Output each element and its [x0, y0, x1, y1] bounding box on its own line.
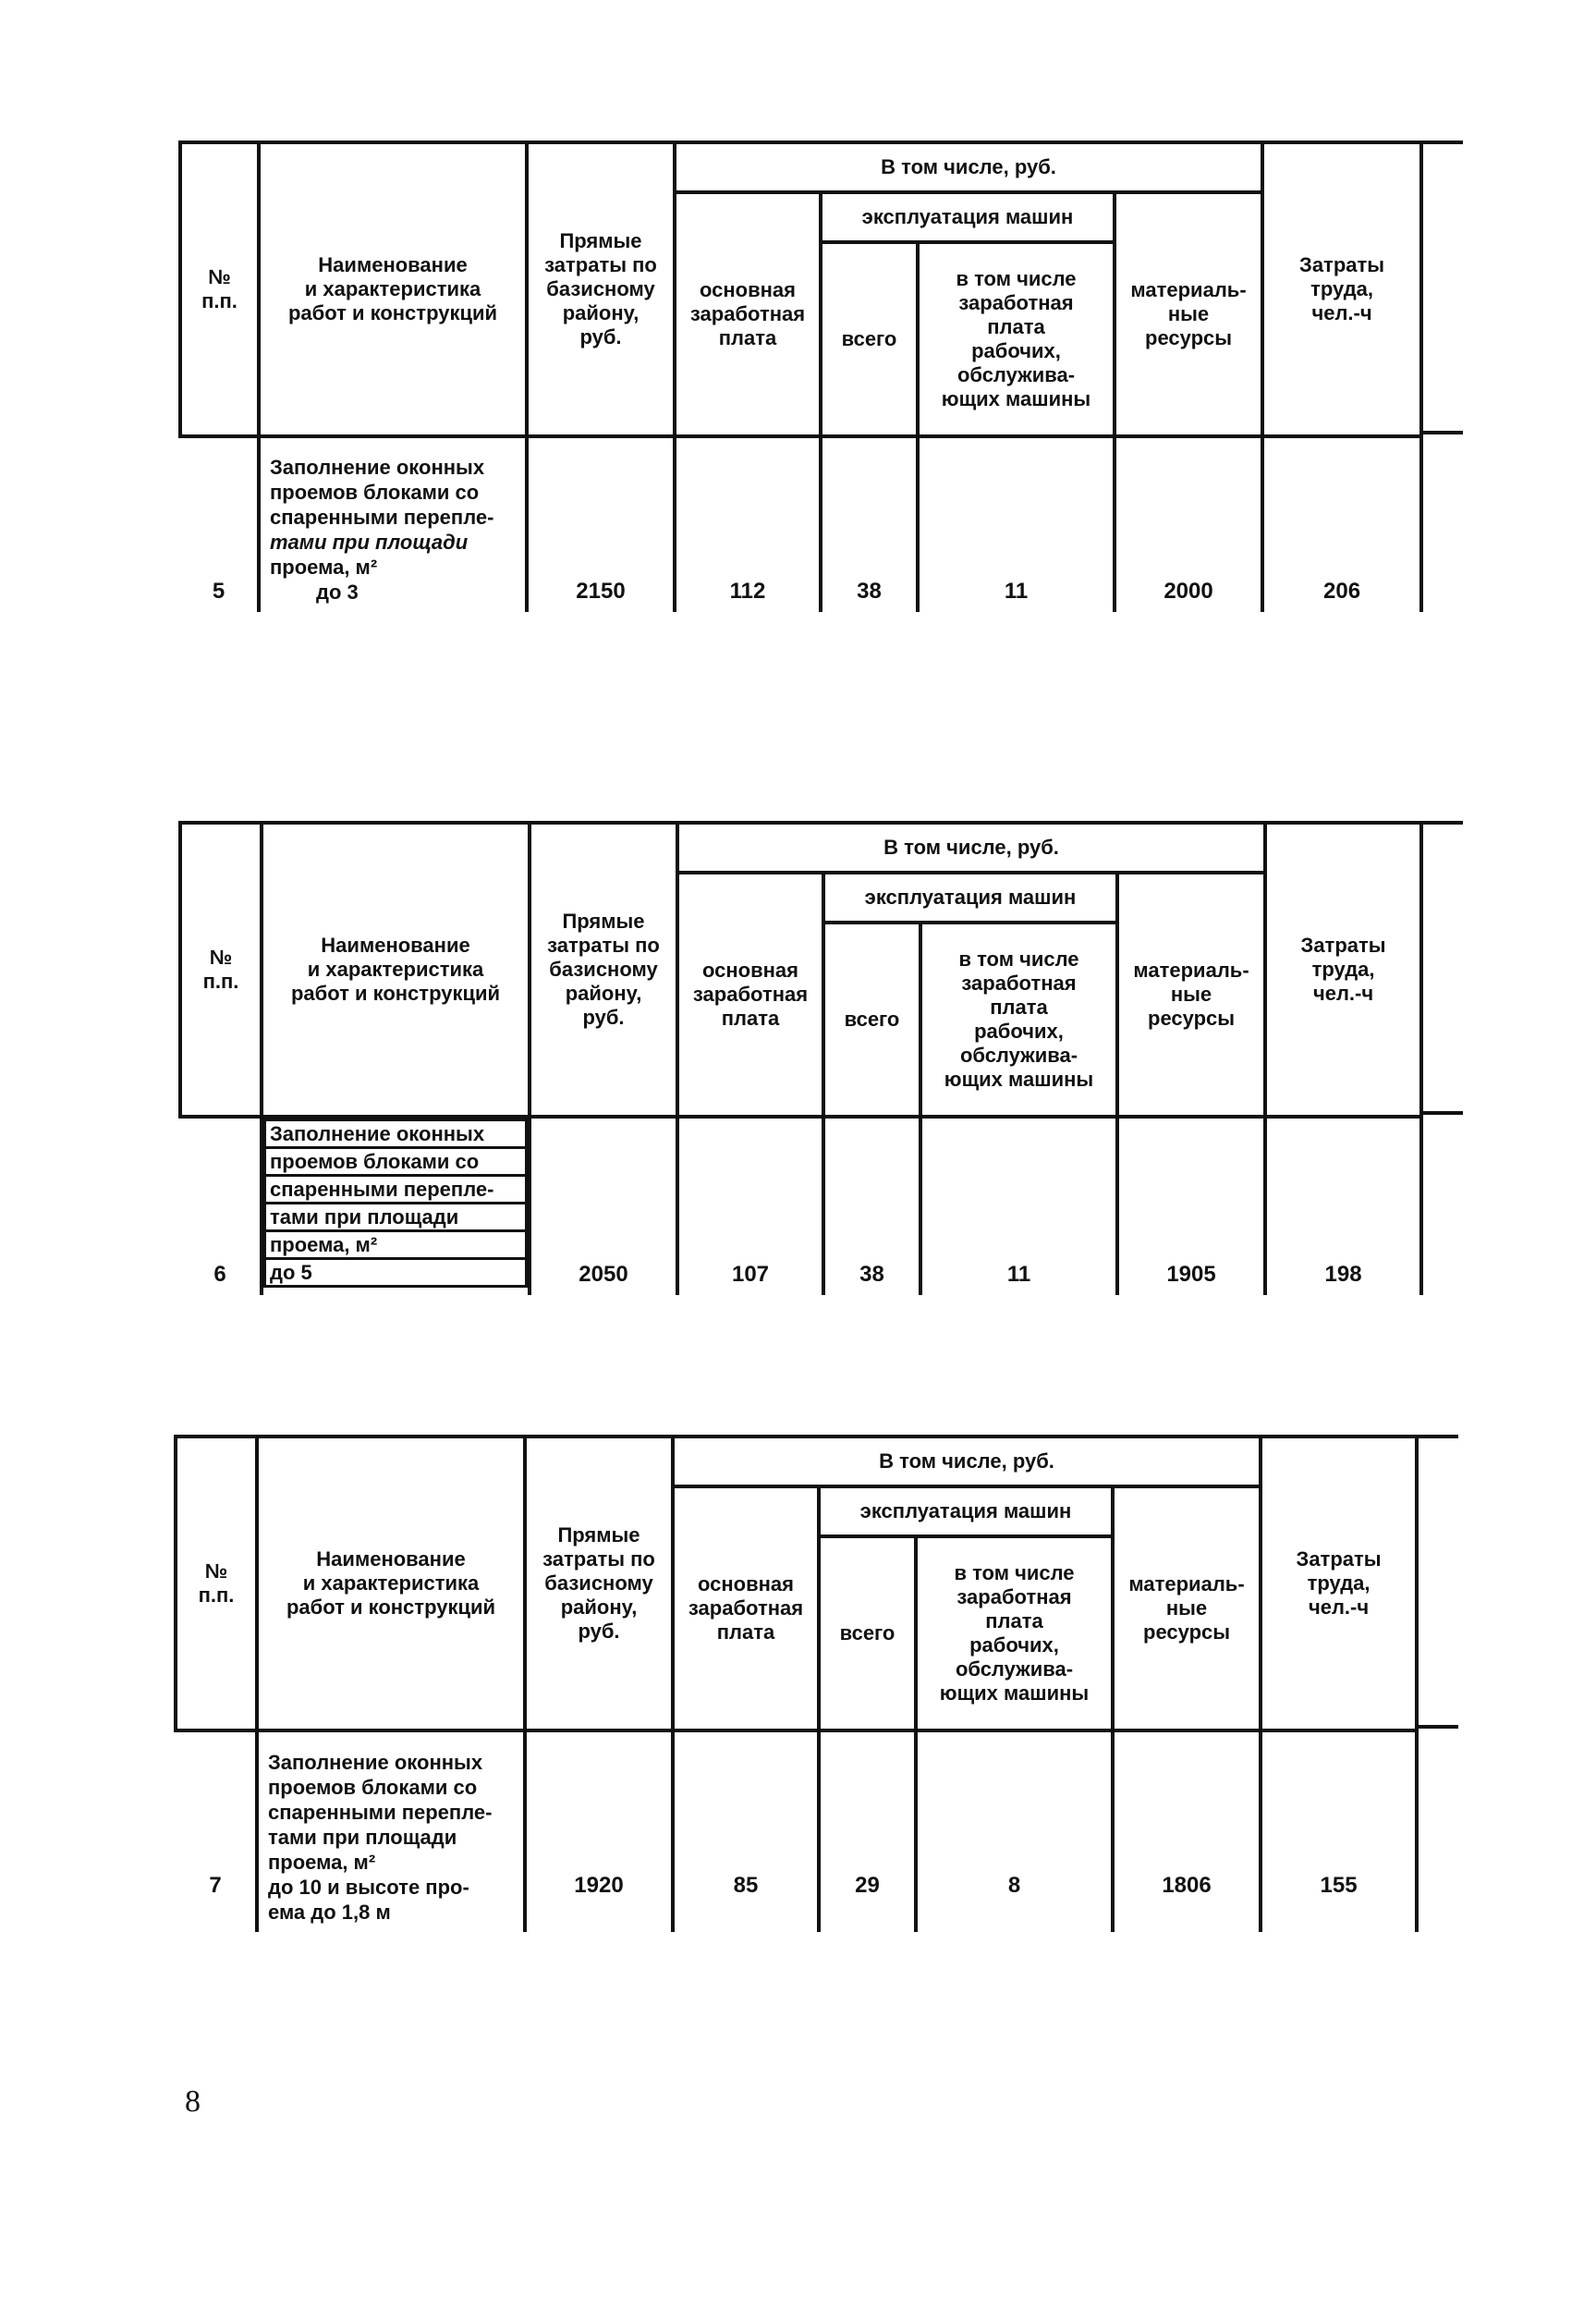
desc-line: Заполнение оконных [270, 456, 485, 479]
col-machines-header: эксплуатация машин [819, 1486, 1113, 1536]
rule-extension [1421, 141, 1463, 144]
desc-line: ема до 1,8 м [268, 1901, 391, 1924]
col-machines-total-header: всего [819, 1536, 916, 1730]
table-row [180, 1117, 1421, 1295]
row-basic-wage: 85 [673, 1730, 819, 1932]
row-machines-total: 38 [823, 1117, 920, 1295]
col-direct-header: Прямые затраты по базисному району, руб. [530, 823, 677, 1117]
rule-extension [1417, 1435, 1458, 1438]
desc-line: до 3 [316, 581, 359, 604]
col-machines-total-header: всего [821, 242, 918, 436]
desc-line: проема, м² [263, 1229, 528, 1257]
col-direct-header: Прямые затраты по базисному району, руб. [525, 1437, 673, 1730]
col-machines-header: эксплуатация машин [823, 873, 1117, 923]
col-num-header: № п.п. [180, 823, 262, 1117]
row-labor: 198 [1265, 1117, 1421, 1295]
col-machines-total-header: всего [823, 923, 920, 1117]
col-basic-wage-header: основная заработная плата [675, 192, 821, 436]
desc-line: тами при площади [270, 531, 469, 554]
estimate-table-7 [174, 1435, 1463, 1932]
col-machines-wage-header: в том числе заработная плата рабочих, обслужива- ющих машины [916, 1536, 1113, 1730]
row-description [262, 1117, 530, 1295]
col-num-header: № п.п. [176, 1437, 257, 1730]
col-machines-header: эксплуатация машин [821, 192, 1115, 242]
estimate-table-5 [178, 141, 1468, 612]
row-materials: 2000 [1115, 436, 1262, 612]
row-labor: 206 [1262, 436, 1421, 612]
col-name-header: Наименование и характеристика работ и конструкций [262, 823, 530, 1117]
col-name-header: Наименование и характеристика работ и конструкций [259, 142, 527, 436]
row-machines-wage: 8 [916, 1730, 1113, 1932]
desc-line: тами при площади [268, 1826, 457, 1849]
row-machines-wage: 11 [918, 436, 1115, 612]
row-direct: 2150 [527, 436, 675, 612]
row-labor: 155 [1261, 1730, 1417, 1932]
rule-extension [1421, 1111, 1463, 1115]
col-num-header: № п.п. [180, 142, 259, 436]
desc-line: проемов блоками со [268, 1776, 478, 1799]
desc-line: до 10 и высоте про- [268, 1876, 469, 1899]
col-labor-header: Затраты труда, чел.-ч [1261, 1437, 1417, 1730]
col-machines-wage-header: в том числе заработная плата рабочих, обслужива- ющих машины [918, 242, 1115, 436]
table-row [176, 1730, 1417, 1932]
col-materials-header: материаль- ные ресурсы [1115, 192, 1262, 436]
col-materials-header: материаль- ные ресурсы [1117, 873, 1265, 1117]
col-machines-wage-header: в том числе заработная плата рабочих, обслужива- ющих машины [920, 923, 1117, 1117]
row-machines-total: 38 [821, 436, 918, 612]
table-row [180, 436, 1421, 612]
col-labor-header: Затраты труда, чел.-ч [1262, 142, 1421, 436]
desc-line: спаренными перепле- [268, 1801, 493, 1824]
col-incl-header: В том числе, руб. [675, 142, 1262, 192]
desc-line: проема, м² [268, 1851, 376, 1874]
col-direct-header: Прямые затраты по базисному району, руб. [527, 142, 675, 436]
row-basic-wage: 107 [677, 1117, 823, 1295]
row-description [257, 1730, 525, 1932]
page-number: 8 [185, 2085, 201, 2119]
row-num: 7 [176, 1730, 257, 1932]
row-machines-total: 29 [819, 1730, 916, 1932]
row-direct: 2050 [530, 1117, 677, 1295]
desc-line: тами при площади [263, 1202, 528, 1229]
desc-line: спаренными перепле- [263, 1174, 528, 1202]
desc-line: проема, м² [270, 556, 378, 579]
desc-line: проемов блоками со [263, 1146, 528, 1174]
row-num: 6 [180, 1117, 262, 1295]
desc-line: спаренными перепле- [270, 506, 494, 529]
row-machines-wage: 11 [920, 1117, 1117, 1295]
estimate-table-6 [178, 821, 1468, 1295]
row-description [259, 436, 527, 612]
desc-line: Заполнение оконных [263, 1119, 528, 1146]
row-materials: 1905 [1117, 1117, 1265, 1295]
rule-extension [1417, 1725, 1458, 1729]
col-basic-wage-header: основная заработная плата [673, 1486, 819, 1730]
row-materials: 1806 [1113, 1730, 1261, 1932]
col-basic-wage-header: основная заработная плата [677, 873, 823, 1117]
col-materials-header: материаль- ные ресурсы [1113, 1486, 1261, 1730]
col-name-header: Наименование и характеристика работ и конструкций [257, 1437, 525, 1730]
col-incl-header: В том числе, руб. [673, 1437, 1261, 1486]
desc-line: Заполнение оконных [268, 1751, 483, 1774]
row-basic-wage: 112 [675, 436, 821, 612]
rule-extension [1421, 821, 1463, 825]
desc-line: до 5 [263, 1257, 528, 1288]
rule-extension [1421, 431, 1463, 434]
col-incl-header: В том числе, руб. [677, 823, 1265, 873]
row-num: 5 [180, 436, 259, 612]
col-labor-header: Затраты труда, чел.-ч [1265, 823, 1421, 1117]
row-direct: 1920 [525, 1730, 673, 1932]
desc-line: проемов блоками со [270, 481, 480, 504]
